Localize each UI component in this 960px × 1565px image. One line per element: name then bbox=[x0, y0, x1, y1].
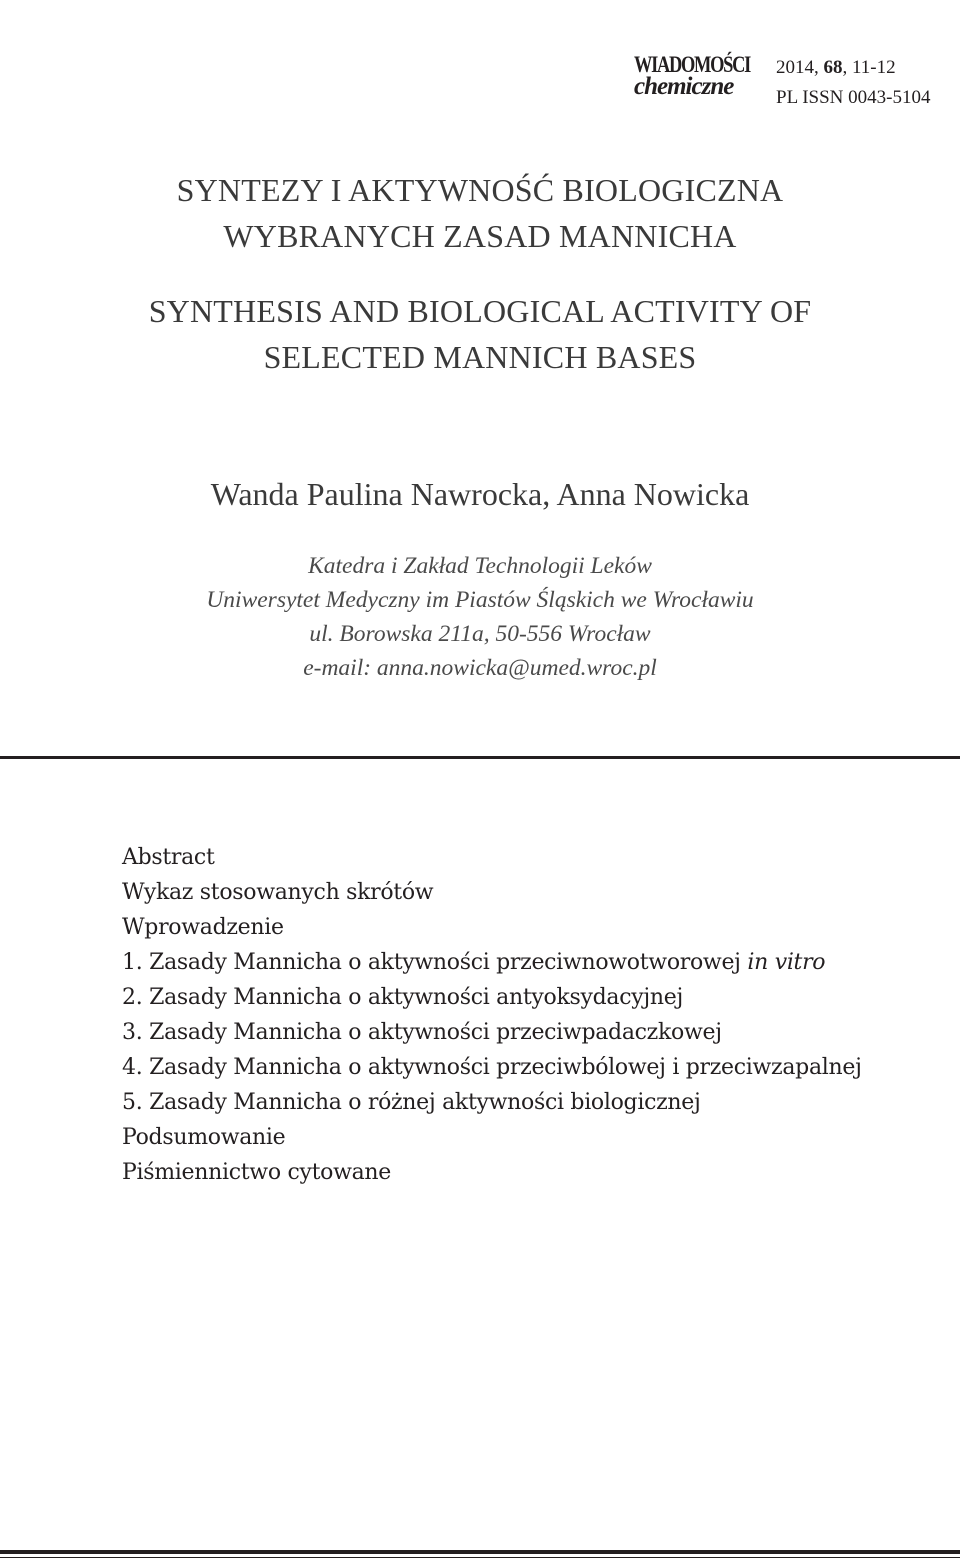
toc-item-4: 4. Zasady Mannicha o aktywności przeciwbólowej i przeciwzapalnej bbox=[122, 1055, 862, 1080]
journal-logo bbox=[634, 52, 774, 98]
toc-item-5: 5. Zasady Mannicha o różnej aktywności biologicznej bbox=[122, 1090, 701, 1115]
toc-item-abbreviations: Wykaz stosowanych skrótów bbox=[122, 880, 434, 905]
toc-item-introduction: Wprowadzenie bbox=[122, 915, 284, 940]
title-polish-line-1: SYNTEZY I AKTYWNOŚĆ BIOLOGICZNA bbox=[176, 172, 784, 208]
title-polish bbox=[0, 167, 960, 259]
toc-item-summary: Podsumowanie bbox=[122, 1125, 286, 1150]
horizontal-rule-bottom-thick bbox=[0, 1550, 960, 1554]
journal-year: 2014, bbox=[776, 57, 824, 78]
affiliation bbox=[0, 549, 960, 685]
journal-meta bbox=[776, 53, 930, 113]
journal-header bbox=[634, 48, 960, 112]
affiliation-address: ul. Borowska 211a, 50-556 Wrocław bbox=[309, 621, 651, 647]
affiliation-department: Katedra i Zakład Technologii Leków bbox=[308, 553, 652, 579]
journal-volume: 68 bbox=[823, 57, 843, 78]
horizontal-rule-top bbox=[0, 756, 960, 759]
title-polish-line-2: WYBRANYCH ZASAD MANNICHA bbox=[223, 218, 737, 254]
journal-issn: PL ISSN 0043-5104 bbox=[776, 87, 931, 108]
toc-item-references: Piśmiennictwo cytowane bbox=[122, 1160, 392, 1185]
table-of-contents bbox=[122, 840, 862, 1190]
journal-issue-line bbox=[776, 53, 930, 83]
toc-item-1 bbox=[122, 945, 862, 980]
title-english-line-2: SELECTED MANNICH BASES bbox=[263, 339, 697, 375]
journal-logo-top: WIADOMOŚCI bbox=[634, 52, 751, 77]
title-english-line-1: SYNTHESIS AND BIOLOGICAL ACTIVITY OF bbox=[148, 293, 812, 329]
title-english bbox=[0, 288, 960, 380]
affiliation-email: e-mail: anna.nowicka@umed.wroc.pl bbox=[303, 655, 657, 681]
toc-item-1-italic: in vitro bbox=[747, 950, 826, 975]
journal-issue: , 11-12 bbox=[842, 57, 896, 78]
toc-item-2: 2. Zasady Mannicha o aktywności antyoksydacyjnej bbox=[122, 985, 683, 1010]
toc-item-3: 3. Zasady Mannicha o aktywności przeciwpadaczkowej bbox=[122, 1020, 722, 1045]
horizontal-rule-bottom-thin bbox=[0, 1557, 960, 1558]
authors: Wanda Paulina Nawrocka, Anna Nowicka bbox=[210, 476, 750, 512]
toc-item-abstract: Abstract bbox=[122, 845, 215, 870]
toc-item-1-text: 1. Zasady Mannicha o aktywności przeciwnowotworowej bbox=[122, 950, 748, 975]
affiliation-university: Uniwersytet Medyczny im Piastów Śląskich we Wrocławiu bbox=[206, 587, 754, 613]
journal-logo-bottom: chemiczne bbox=[634, 73, 734, 100]
